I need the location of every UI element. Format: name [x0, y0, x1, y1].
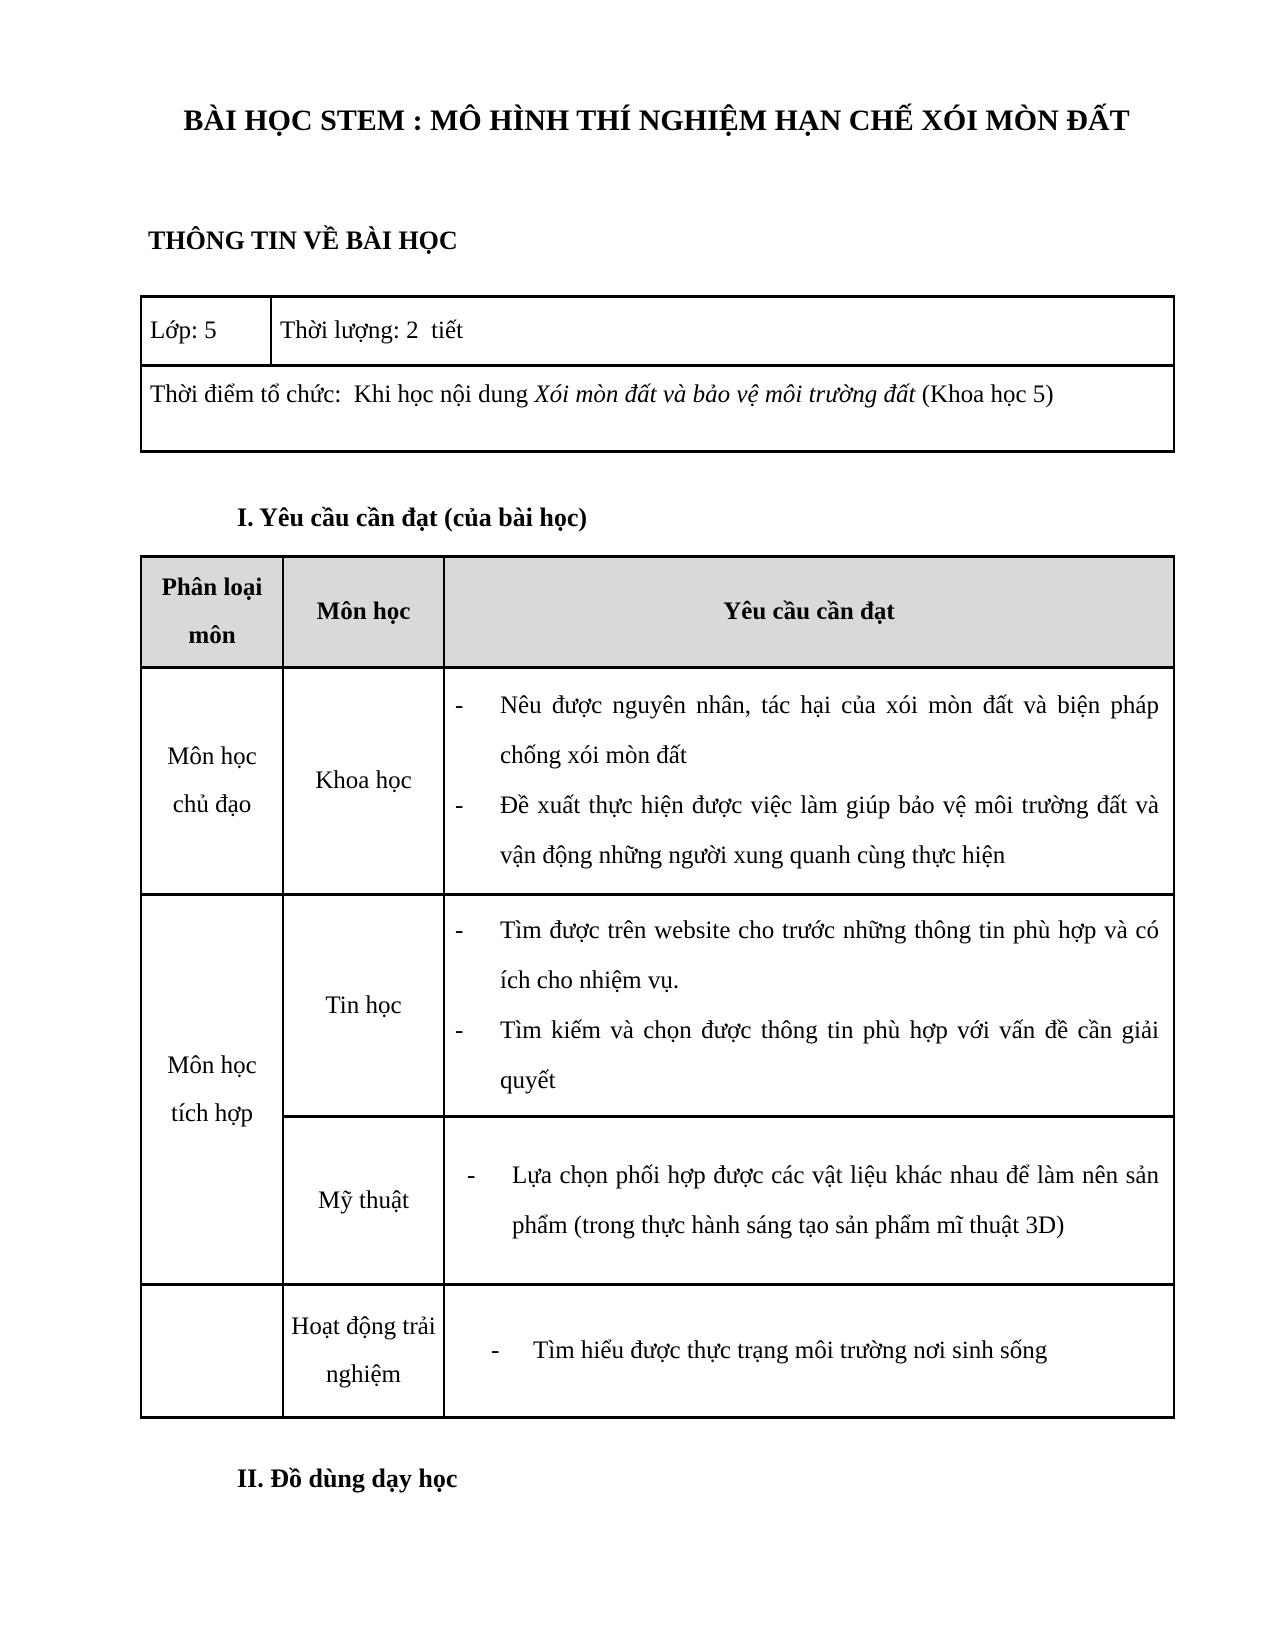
subject-cell: Tin học — [283, 895, 444, 1117]
requirements-table — [140, 555, 1175, 1419]
list-item — [455, 681, 1159, 781]
bullet-text: Đề xuất thực hiện được việc làm giúp bảo vệ môi trường đất và vận động những người xung quanh cùng thực hiện — [500, 792, 1159, 869]
bullet-text: Nêu được nguyên nhân, tác hại của xói mòn đất và biện pháp chống xói mòn đất — [500, 692, 1159, 769]
bullet-text: Tìm kiếm và chọn được thông tin phù hợp với vấn đề cần giải quyết — [500, 1016, 1159, 1094]
header-subject: Môn học — [283, 557, 444, 668]
bullet-dash: - — [455, 792, 464, 819]
table-row — [141, 297, 1174, 366]
category-cell: Môn học tích hợp — [141, 895, 283, 1285]
materials-section-heading: II. Đồ dùng dạy học — [237, 1464, 458, 1493]
requirements-cell — [444, 895, 1174, 1117]
bullet-list — [445, 1147, 1173, 1255]
list-item — [455, 1006, 1159, 1106]
subject-cell: Mỹ thuật — [283, 1117, 444, 1285]
header-requirement: Yêu cầu cần đạt — [444, 557, 1174, 668]
info-section-heading: THÔNG TIN VỀ BÀI HỌC — [148, 226, 458, 255]
table-row — [141, 1117, 1174, 1285]
bullet-list — [445, 902, 1173, 1110]
category-cell: Môn học chủ đạo — [141, 668, 283, 895]
duration-cell: Thời lượng: 2 tiết — [271, 297, 1174, 366]
table-row — [141, 668, 1174, 895]
timing-prefix: Thời điểm tổ chức: Khi học nội dung — [150, 381, 535, 408]
table-header-row — [141, 557, 1174, 668]
table-row — [141, 366, 1174, 452]
bullet-dash: - — [455, 692, 464, 719]
table-row — [141, 1285, 1174, 1418]
timing-suffix: (Khoa học 5) — [915, 381, 1054, 408]
lesson-info-table — [140, 295, 1175, 453]
requirements-section-heading: I. Yêu cầu cần đạt (của bài học) — [237, 503, 588, 532]
bullet-dash: - — [491, 1337, 500, 1364]
requirements-cell — [444, 668, 1174, 895]
bullet-list — [445, 1322, 1173, 1380]
header-category: Phân loại môn — [141, 557, 283, 668]
bullet-text: Lựa chọn phối hợp được các vật liệu khác nhau để làm nên sản phẩm (trong thực hành sáng tạo sản phẩm mĩ thuật 3D) — [512, 1161, 1159, 1239]
list-item — [455, 781, 1159, 881]
bullet-text: Tìm được trên website cho trước những thông tin phù hợp và có ích cho nhiệm vụ. — [500, 916, 1159, 994]
list-item — [491, 1326, 1159, 1376]
category-cell — [141, 1285, 283, 1418]
bullet-list — [445, 677, 1173, 885]
list-item — [455, 906, 1159, 1006]
timing-cell — [141, 366, 1174, 452]
bullet-dash: - — [467, 1161, 476, 1189]
list-item — [467, 1151, 1159, 1251]
bullet-text: Tìm hiểu được thực trạng môi trường nơi sinh sống — [533, 1337, 1048, 1364]
requirements-cell — [444, 1117, 1174, 1285]
bullet-dash: - — [455, 1016, 464, 1044]
document-title: BÀI HỌC STEM : MÔ HÌNH THÍ NGHIỆM HẠN CHẾ XÓI MÒN ĐẤT — [183, 104, 1130, 137]
table-row — [141, 895, 1174, 1117]
bullet-dash: - — [455, 916, 464, 944]
timing-topic: Xói mòn đất và bảo vệ môi trường đất — [534, 381, 916, 408]
subject-cell: Hoạt động trải nghiệm — [283, 1285, 444, 1418]
requirements-cell — [444, 1285, 1174, 1418]
grade-cell: Lớp: 5 — [141, 297, 271, 366]
subject-cell: Khoa học — [283, 668, 444, 895]
